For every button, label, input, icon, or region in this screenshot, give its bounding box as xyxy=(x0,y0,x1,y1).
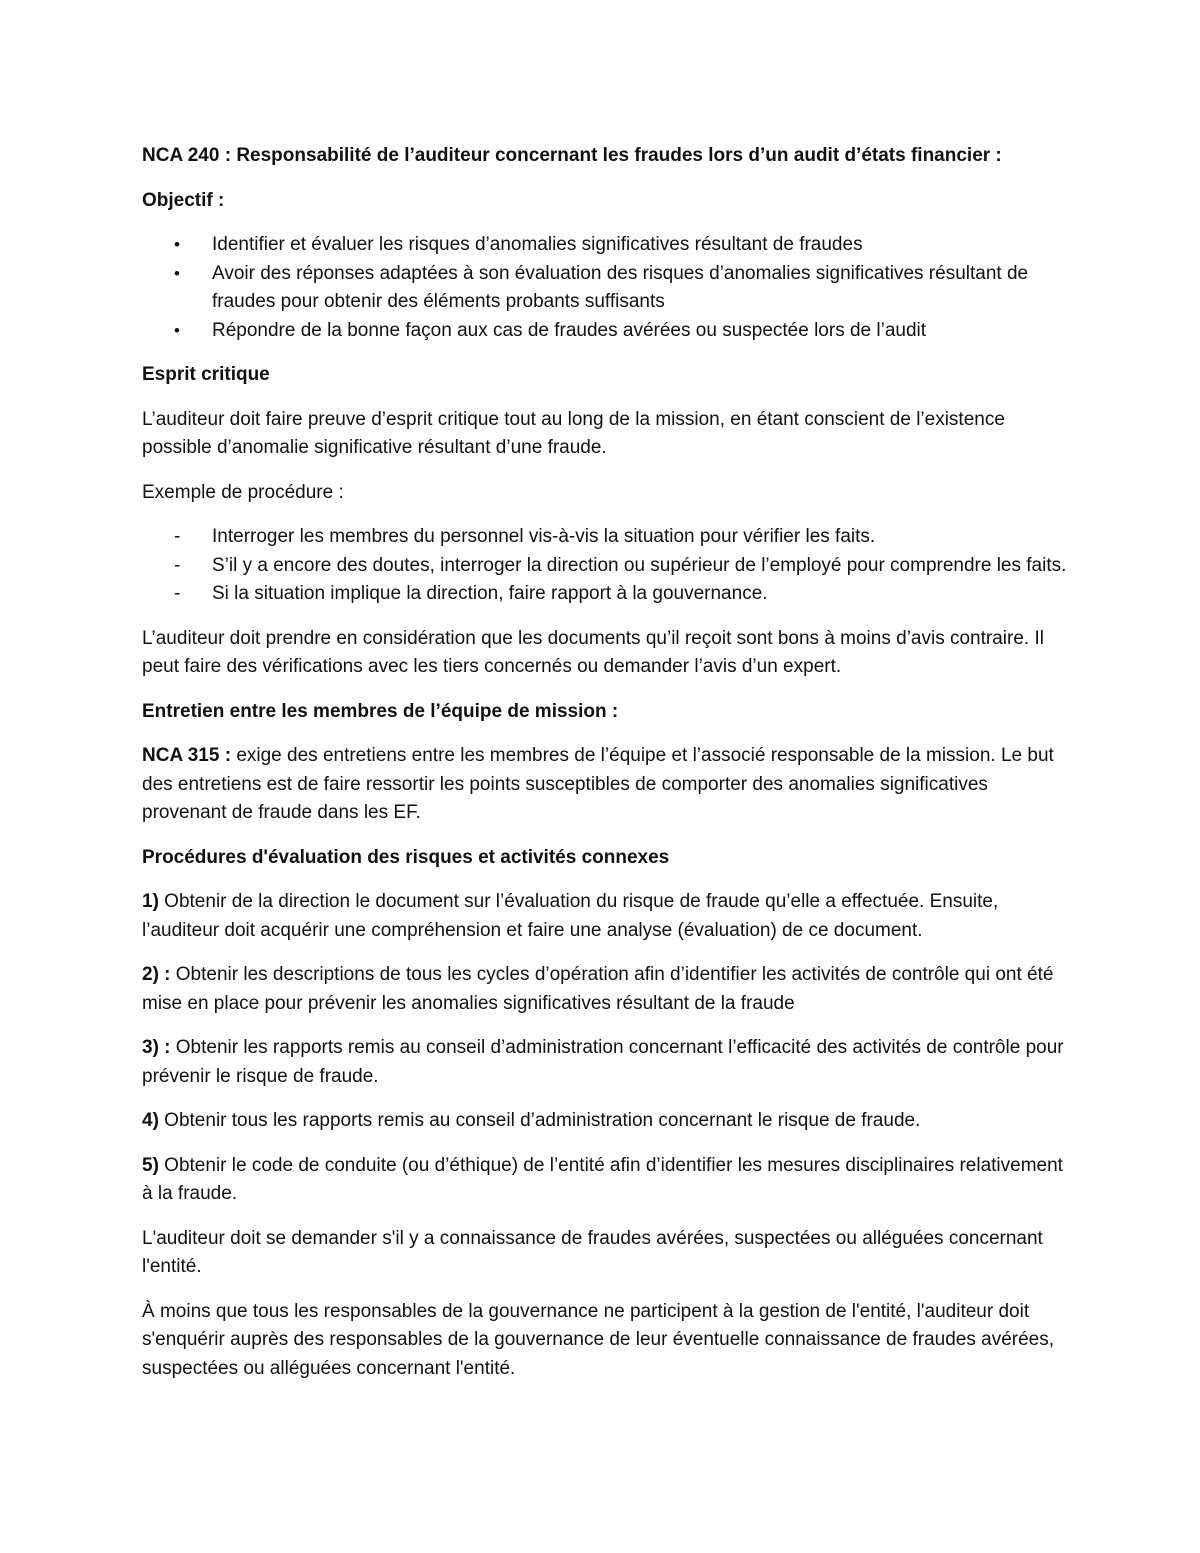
step-text: Obtenir les rapports remis au conseil d’administration concernant l’efficacité des activités de contrôle pour prévenir le risque de fraude. xyxy=(142,1037,1064,1087)
procedure-step xyxy=(142,1152,1072,1209)
esprit-critique-paragraph: L’auditeur doit faire preuve d’esprit critique tout au long de la mission, en étant conscient de l’existence possible d’anomalie significative résultant d’une fraude. xyxy=(142,408,1005,458)
procedure-step xyxy=(142,961,1072,1018)
list-item-text: Répondre de la bonne façon aux cas de fraudes avérées ou suspectée lors de l’audit xyxy=(212,319,927,341)
nca-315-text: exige des entretiens entre les membres de l’équipe et l’associé responsable de la mission. Le but des entretiens est de faire ressortir les points susceptibles de comporter des anomalies significatives provenant de fraude dans les EF. xyxy=(142,745,1054,823)
list-item-text: Avoir des réponses adaptées à son évaluation des risques d’anomalies significatives résultant de fraudes pour obtenir des éléments probants suffisants xyxy=(212,262,1029,312)
step-number: 5) xyxy=(142,1154,159,1176)
closing-paragraph: À moins que tous les responsables de la gouvernance ne participent à la gestion de l'entité, l'auditeur doit s'enquérir auprès des responsables de la gouvernance de leur éventuelle connaissance de fraudes avérées, suspectées ou alléguées concernant l'entité. xyxy=(142,1300,1054,1379)
dash-icon: - xyxy=(174,526,181,547)
list-item xyxy=(142,231,1072,260)
procedure-example-list xyxy=(142,523,1072,609)
nca-315-label: NCA 315 : xyxy=(142,745,232,766)
list-item-text: Si la situation implique la direction, faire rapport à la gouvernance. xyxy=(212,583,768,604)
objectif-list xyxy=(142,231,1072,345)
step-text: Obtenir le code de conduite (ou d’éthique) de l’entité afin d’identifier les mesures disciplinaires relativement à la fraude. xyxy=(142,1154,1063,1204)
bullet-icon: • xyxy=(174,235,180,254)
nca-315-paragraph xyxy=(142,742,1072,828)
step-number: 4) xyxy=(142,1110,159,1131)
list-item-text: Interroger les membres du personnel vis-à-vis la situation pour vérifier les faits. xyxy=(212,526,876,547)
procedure-step xyxy=(142,1107,1072,1136)
documents-paragraph: L’auditeur doit prendre en considération que les documents qu’il reçoit sont bons à moins d’avis contraire. Il peut faire des vérifications avec les tiers concernés ou demander l’avis d’un expert. xyxy=(142,627,1044,677)
step-number: 2) : xyxy=(142,964,171,985)
step-text: Obtenir de la direction le document sur l’évaluation du risque de fraude qu’elle a effectuée. Ensuite, l’auditeur doit acquérir une compréhension et faire une analyse (évaluation) de ce document. xyxy=(142,891,999,941)
list-item xyxy=(142,552,1072,581)
step-number: 3) : xyxy=(142,1037,171,1058)
objectif-heading: Objectif : xyxy=(142,189,225,211)
dash-icon: - xyxy=(174,554,181,576)
bullet-icon: • xyxy=(174,320,180,340)
procedure-step xyxy=(142,888,1072,945)
document-page xyxy=(142,142,1072,1399)
step-text: Obtenir tous les rapports remis au conseil d’administration concernant le risque de fraude. xyxy=(158,1110,921,1131)
step-number: 1) xyxy=(142,891,159,912)
list-item-text: S’il y a encore des doutes, interroger la direction ou supérieur de l’employé pour comprendre les faits. xyxy=(212,554,1067,576)
list-item-text: Identifier et évaluer les risques d’anomalies significatives résultant de fraudes xyxy=(212,234,863,255)
procedures-heading: Procédures d'évaluation des risques et activités connexes xyxy=(142,846,670,868)
dash-icon: - xyxy=(174,583,181,604)
esprit-critique-heading: Esprit critique xyxy=(142,364,270,385)
entretien-heading: Entretien entre les membres de l’équipe de mission : xyxy=(142,700,619,722)
list-item xyxy=(142,317,1072,346)
closing-paragraph: L'auditeur doit se demander s'il y a connaissance de fraudes avérées, suspectées ou alléguées concernant l'entité. xyxy=(142,1227,1043,1277)
document-title: NCA 240 : Responsabilité de l’auditeur concernant les fraudes lors d’un audit d’états financier : xyxy=(142,145,1002,166)
list-item xyxy=(142,523,1072,552)
list-item xyxy=(142,580,1072,609)
step-text: Obtenir les descriptions de tous les cycles d’opération afin d’identifier les activités de contrôle qui ont été mise en place pour prévenir les anomalies significatives résultant de la fraude xyxy=(142,964,1054,1014)
list-item xyxy=(142,260,1072,317)
procedure-step xyxy=(142,1034,1072,1091)
example-label: Exemple de procédure : xyxy=(142,481,344,503)
bullet-icon: • xyxy=(174,263,180,283)
